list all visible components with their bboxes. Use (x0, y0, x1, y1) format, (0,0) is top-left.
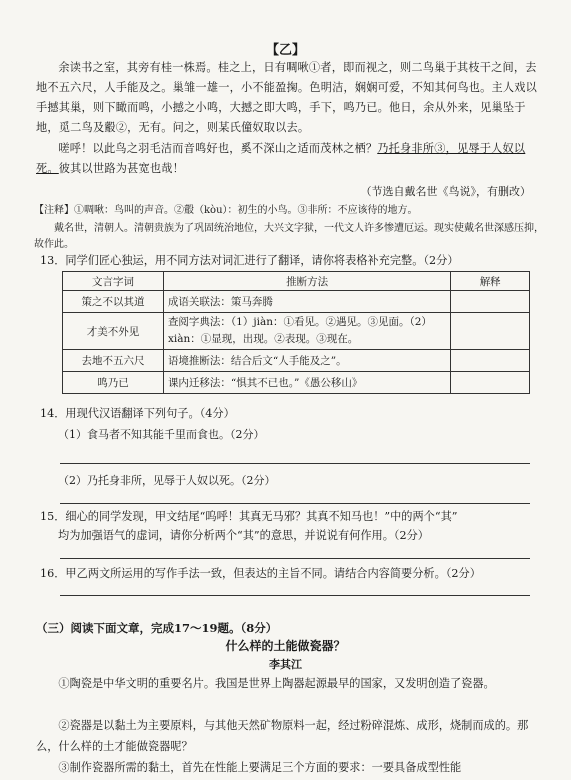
question-15-line-1: 15．细心的同学发现，甲文结尾“呜呼！其真无马邪？其真不知马也！”中的两个“其” (40, 510, 458, 523)
question-14-sentence-1: （1）食马者不知其能千里而食也。（2分） (58, 428, 265, 441)
question-13: 13．同学们匠心独运，用不同方法对词汇进行了翻译，请你将表格补充完整。（2分） (40, 254, 459, 267)
passage-note-2: 戴名世，清朝人。清朝贵族为了巩固统治地位，大兴文字狱，一代文人许多惨遭厄运。现实使戴名世深感压抑，故作此。 (34, 223, 544, 250)
table-row (63, 291, 530, 313)
passage-source: （节选自戴名世《鸟说》，有删改） (360, 185, 531, 198)
vocab-table (62, 271, 530, 394)
table-cell-word: 才美不外见 (63, 313, 164, 350)
question-16: 16．甲乙两文所运用的写作手法一致，但表达的主旨不同。请结合内容简要分析。（2分） (40, 567, 481, 580)
article-paragraph-2: ②瓷器是以黏土为主要原料，与其他天然矿物原料一起，经过粉碎混炼、成形，烧制而成的。那么，什么样的土才能做瓷器呢？ (36, 719, 529, 753)
table-cell-method: 成语关联法：策马奔腾 (163, 291, 450, 313)
question-15-line-2: 均为加强语气的虚词，请你分析两个“其”的意思，并说说有何作用。（2分） (58, 529, 429, 542)
section-3-heading: （三）阅读下面文章，完成17～19题。（8分） (36, 621, 278, 635)
table-header-row (63, 272, 530, 291)
passage-p2-underlined: 乃托身非所③，见辱于人奴以死。 (36, 142, 526, 175)
table-header-word: 文言字词 (63, 272, 164, 291)
question-14: 14．用现代汉语翻译下列句子。（4分） (40, 407, 235, 420)
table-header-answer: 解释 (451, 272, 530, 291)
table-cell-answer[interactable] (451, 372, 530, 394)
answer-line[interactable] (60, 463, 530, 464)
table-cell-method: 查阅字典法：（1）jiàn：①看见。②遇见。③见面。（2）xiàn：①显现，出现。②表现。③现在。 (163, 313, 450, 350)
question-14-sentence-2: （2）乃托身非所，见辱于人奴以死。（2分） (58, 474, 276, 487)
passage-paragraph-2 (36, 139, 541, 179)
passage-paragraph-1: 余读书之室，其旁有桂一株焉。桂之上，日有啁啾①者，即而视之，则二鸟巢于其枝干之间，去地不五六尺，人手能及之。巢雏一雄一，小不能盈掬。色明洁，娴娴可爱，不知其何鸟也。主人戏以手撼其巢，则下瞰而鸣，小撼之小鸣，大撼之即大鸣，手下，鸣乃已。他日，余从外来，见巢坠于地，觅二鸟及鷇②，无有。问之，则某氏僮奴取以去。 (36, 61, 538, 134)
answer-line[interactable] (60, 558, 530, 559)
table-cell-answer[interactable] (451, 291, 530, 313)
article-author: 李其江 (269, 658, 302, 671)
table-cell-method: 语境推断法：结合后文“人手能及之”。 (163, 350, 450, 372)
table-cell-word: 去地不五六尺 (63, 350, 164, 372)
article-paragraph-3: ③制作瓷器所需的黏土，首先在性能上要满足三个方面的要求：一要具备成型性能 (58, 761, 462, 774)
article-paragraph-1: ①陶瓷是中华文明的重要名片。我国是世界上陶器起源最早的国家，又发明创造了瓷器。 (58, 677, 495, 690)
passage-note-1: 【注释】①啁啾：鸟叫的声音。②鷇（kòu）：初生的小鸟。③非所：不应该待的地方。 (34, 205, 418, 216)
table-cell-method: 课内迁移法：“惧其不已也。”《愚公移山》 (163, 372, 450, 394)
answer-line[interactable] (60, 595, 530, 596)
table-cell-word: 策之不以其道 (63, 291, 164, 313)
table-cell-answer[interactable] (451, 313, 530, 350)
passage-heading: 【乙】 (265, 43, 305, 58)
table-header-method: 推断方法 (163, 272, 450, 291)
table-cell-answer[interactable] (451, 350, 530, 372)
table-row (63, 313, 530, 350)
table-row (63, 350, 530, 372)
answer-line[interactable] (60, 503, 530, 504)
table-row (63, 372, 530, 394)
passage-p2-lead: 嗟呼！以此鸟之羽毛洁而音鸣好也，奚不深山之适而茂林之栖？ (58, 142, 378, 155)
table-cell-word: 鸣乃已 (63, 372, 164, 394)
passage-p2-tail: 彼其以世路为甚宽也哉！ (58, 162, 185, 175)
article-title: 什么样的土能做瓷器？ (225, 639, 346, 653)
